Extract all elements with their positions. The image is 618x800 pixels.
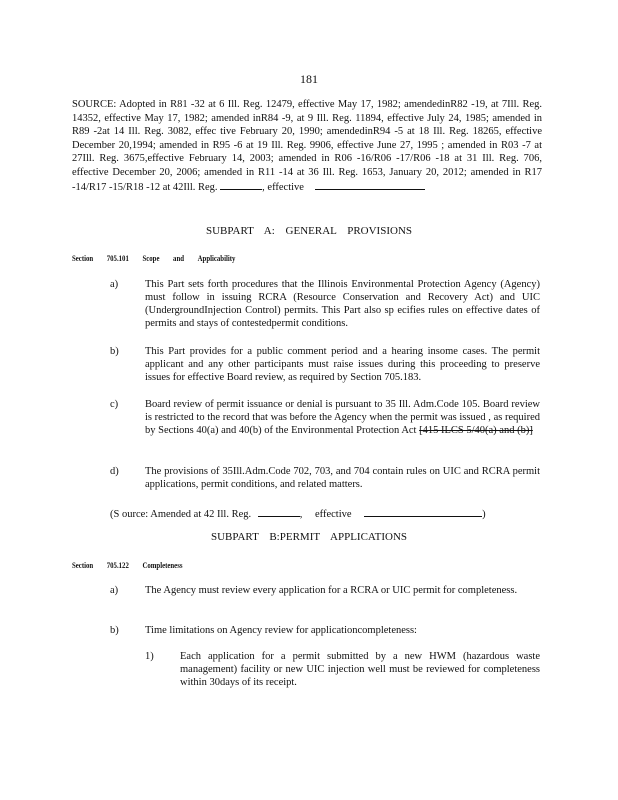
struck-citation: [415 ILCS 5/40(a) and (b)] — [419, 425, 533, 436]
source-note-close: ) — [482, 509, 486, 520]
source-effective-label: effective — [267, 182, 304, 193]
section-title: Completeness — [142, 561, 183, 570]
section-705-122-heading — [72, 561, 194, 570]
item-label: b) — [110, 625, 119, 636]
subitem-text: Each application for a permit submitted by a new HWM (hazardous waste management) facility or new UIC injection well must be reviewed for completeness within 30days of its receipt. — [180, 651, 540, 688]
blank-line — [220, 179, 262, 190]
item-text: This Part provides for a public comment period and a hearing insome cases. The permit applicant and any other participants must raise issues during this proceeding to preserve issues for effective Board review, as required by Section 705.183. — [145, 346, 540, 383]
item-text: Time limitations on Agency review for applicationcompleteness: — [145, 625, 417, 636]
source-paragraph: SOURCE: Adopted in R81 -32 at 6 Ill. Reg. 12479, effective May 17, 1982; amendedinR82 -19, at 7Ill. Reg. 14352, effective May 17, 1982; amended inR84 -9, at 9 Ill. Reg. 11894, effective July 24, 1985; amended in R89 -2at 14 Ill. Reg. 3082, effec tive February 20, 1990; amendedinR94 -5 at 18 Ill. Reg. 18265, effective December 20,1994; amended in R95 -6 at 19 Ill. Reg. 9906, effective June 27, 1995 ; amended in R03 -7 at 27Ill. Reg. 3675,effective February 14, 2003; amended in R06 -16/R06 -17/R06 -18 at 31 Ill. Reg. 706, effective December 20, 2006; amended in R11 -14 at 36 Ill. Reg. 1653, January 20, 2012; amended in R17 -14/R17 -15/R18 -12 at 42Ill. Reg. , effective — [72, 99, 542, 193]
source-note: (S ource: Amended at 42 Ill. Reg. , effective ) — [110, 506, 540, 520]
item-label: d) — [110, 466, 119, 477]
section-705-101-heading — [72, 254, 247, 263]
subpart-b-heading: SUBPART B:PERMIT APPLICATIONS — [210, 531, 408, 543]
section-title: Scope — [142, 254, 160, 263]
source-note-prefix: (S ource: Amended at 42 Ill. Reg. — [110, 509, 252, 520]
blank-line — [258, 506, 300, 517]
item-text: This Part sets forth procedures that the Illinois Environmental Protection Agency (Agency) must follow in issuing RCRA (Resource Conservation and Recovery Act) and UIC (UndergroundInjection Control) permits. This Part also sp ecifies rules on effective dates of permits and stays of contestedpermit conditions. — [145, 279, 540, 329]
item-label: a) — [110, 279, 119, 290]
item-text: The Agency must review every application for a RCRA or UIC permit for completeness. — [145, 585, 518, 596]
item-text — [145, 398, 540, 437]
section-label: Section — [72, 254, 94, 263]
item-text: The provisions of 35Ill.Adm.Code 702, 703, and 704 contain rules on UIC and RCRA permit applications, permit conditions, and related matters. — [145, 466, 540, 490]
blank-line — [315, 179, 425, 190]
section-id: 705.101 — [106, 254, 129, 263]
item-label: c) — [110, 399, 119, 410]
section-title: Applicability — [197, 254, 236, 263]
page-number: 181 — [300, 72, 318, 86]
section-title: and — [173, 254, 185, 263]
blank-line — [364, 506, 482, 517]
item-label: a) — [110, 585, 119, 596]
section-label: Section — [72, 561, 94, 570]
source-note-effective: effective — [315, 509, 352, 520]
item-text-main: Board review of permit issuance or denial is pursuant to 35 Ill. Adm.Code 105. Board review is restricted to the record that was before the Agency when the permit was issued , as required by Sections 40(a) and 40(b) of the Environmental Protection Act — [145, 399, 540, 436]
subitem-label: 1) — [145, 651, 154, 662]
item-label: b) — [110, 346, 119, 357]
section-id: 705.122 — [106, 561, 129, 570]
source-text: SOURCE: Adopted in R81 -32 at 6 Ill. Reg. 12479, effective May 17, 1982; amendedinR82 -19, at 7Ill. Reg. 14352, effective May 17, 1982; amended inR84 -9, at 9 Ill. Reg. 11894, effective July 24, 1985; amended in R89 -2at 14 Ill. Reg. 3082, effec tive February 20, 1990; amendedinR94 -5 at 18 Ill. Reg. 18265, effective December 20,1994; amended in R95 -6 at 19 Ill. Reg. 9906, effective June 27, 1995 ; amended in R03 -7 at 27Ill. Reg. 3675,effective February 14, 2003; amended in R06 -16/R06 -17/R06 -18 at 31 Ill. Reg. 706, effective December 20, 2006; amended in R11 -14 at 36 Ill. Reg. 1653, January 20, 2012; amended in R17 -14/R17 -15/R18 -12 at 42Ill. Reg. — [72, 99, 542, 193]
subpart-a-heading: SUBPART A: GENERAL PROVISIONS — [206, 225, 412, 237]
